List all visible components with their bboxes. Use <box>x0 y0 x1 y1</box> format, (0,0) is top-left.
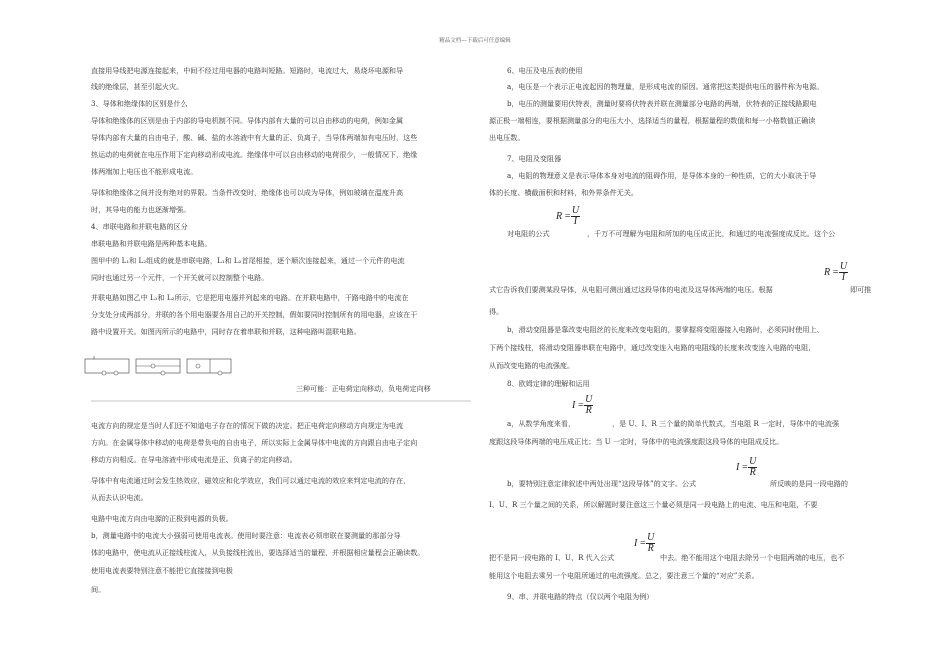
text-line: 同时也通过另一个元件，一个开关就可以控制整个电路。 <box>91 273 269 282</box>
text-line: 体的长度、横截面积和材料，和外界条件无关。 <box>489 188 638 197</box>
text-line: 从而改变电路的电流强度。 <box>489 361 575 370</box>
section-heading: 6、电压及电压表的使用 <box>507 66 583 75</box>
text-line: 把不是同一段电路的 I、U、R 代入公式 <box>489 553 615 562</box>
text-line: ，是 U、I、R 三个量的简单代数式，当电阻 R 一定时，导体中的电流强 <box>612 419 840 428</box>
text-line: 并联电路如图乙中 L₁和 L₂所示，它是把用电器并列起来的电路。在并联电路中，干路电路中的电流在 <box>91 293 409 302</box>
section-heading: 3、导体和绝缘体的区别是什么 <box>91 99 188 108</box>
text-line: ，千万不可理解为电阻和所加的电压成正比，和通过的电流强度成反比。这个公 <box>587 229 836 238</box>
text-line: 时，其导电的能力也逐渐增强。 <box>91 205 191 214</box>
text-line: 导体中有电流通过时会发生热效应，磁效应和化学效应，我们可以通过电流的效应来判定电流的存在， <box>91 476 411 485</box>
ohms-law-formula: I = $\frac{U}{R}$ <box>572 394 593 416</box>
formula-numerator: U <box>647 532 655 543</box>
section-heading: 7、电阻及变阻器 <box>507 154 562 163</box>
text-line: 导体和绝缘体之间并没有绝对的界限。当条件改变时，绝缘体也可以成为导体，例如玻璃在温度升高 <box>91 188 404 197</box>
ohms-law-formula: I = $\frac{U}{R}$ <box>634 532 655 554</box>
text-line: 串联电路和并联电路是两种基本电路。 <box>91 239 212 248</box>
formula-lhs: I <box>572 400 576 411</box>
text-line: b，要特别注意定律叙述中两处出现“这段导体”的文字。公式 <box>507 479 697 488</box>
text-line: 方向。在金属导体中移动的电荷是带负电的自由电子，所以实际上金属导体中电流的方向跟自由电子定向 <box>91 438 418 447</box>
ohms-law-formula: I = $\frac{U}{R}$ <box>736 456 757 478</box>
text-line: b，测量电路中的电流大小强弱可使用电流表。使用时要注意：电流表必须串联在要测量的那部分导 <box>91 531 401 540</box>
text-line: 式它告诉我们要测某段导体，从电阻可测出通过这段导体的电流及这导体两端的电压。根据 <box>489 285 773 294</box>
text-line: 体两端加上电压也不能形成电流。 <box>91 167 198 176</box>
text-line: 间。 <box>91 585 106 594</box>
cropped-line-remnant <box>91 400 471 402</box>
text-line: 使用电流表要特别注意不能把它直接接到电极 <box>91 566 233 575</box>
text-line: a，电阻的物理意义是表示导体本身对电流的阻碍作用，是导体本身的一种性质，它的大小取决于导 <box>507 171 817 180</box>
formula-lhs: R <box>556 211 563 222</box>
text-line: 热运动的电荷就在电压作用下定向移动形成电流。绝缘体中可以自由移动的电荷很少，一般情况下，绝缘 <box>91 150 418 159</box>
formula-denominator: I <box>841 272 846 283</box>
section-heading: 9、串、并联电路的特点（仅以两个电阻为例） <box>507 592 654 601</box>
section-heading: 8、欧姆定律的理解和运用 <box>507 379 590 388</box>
text-line: 所反映的是同一段电路的 <box>770 479 849 488</box>
text-line: 导体和绝缘体的区别是由于内部的导电机制不同。导体内部有大量的可以自由移动的电荷，例如金属 <box>91 116 404 125</box>
resistance-formula: R = $\frac{U}{I}$ <box>556 205 580 227</box>
text-line: 对电阻的公式 <box>507 229 550 238</box>
formula-lhs: I <box>736 462 740 473</box>
text-line: 即可推 <box>850 285 872 294</box>
text-line: 图甲中的 L₁和 L₂组成的就是串联电路，L₁和 L₂首尾相接，逐个顺次连接起来，通过一个元件的电流 <box>91 256 405 265</box>
text-line: 得。 <box>489 307 504 316</box>
formula-numerator: U <box>585 394 593 405</box>
text-line: 移动方向相反。在导电溶液中形成电流是正、负离子的定向移动。 <box>91 455 297 464</box>
text-line: 能用这个电阻去乘另一个电阻所通过的电流强度。总之，要注意三个量的“对应”关系。 <box>489 571 759 580</box>
circuit-diagram-series <box>84 356 130 378</box>
text-line: 电路中电流方向由电源的正极到电源的负极。 <box>91 514 233 523</box>
text-line: 体的电路中，使电流从正接线柱流入，从负接线柱流出，要选择适当的量程，并根据相应量程会正确读数。 <box>91 548 425 557</box>
text-line: 中去。绝不能用这个电阻去除另一个电阻两端的电压，也不 <box>660 553 845 562</box>
text-line: 从而去认识电流。 <box>91 493 148 502</box>
circuit-diagram-mixed <box>186 356 232 378</box>
formula-lhs: R <box>824 267 831 278</box>
formula-numerator: U <box>839 261 848 272</box>
text-line: 度跟这段导体两端的电压成正比；当 U 一定时，导体中的电流强度跟这段导体的电阻成反比。 <box>489 437 784 446</box>
formula-lhs: I <box>634 538 638 549</box>
formula-denominator: R <box>647 543 654 554</box>
text-line: 源正极一端相连，要根据测量部分的电压大小，选择适当的量程，根据量程的数值和每一小格数值正确读 <box>489 116 816 125</box>
text-line: 下两个接线柱，将滑动变阻器串联在电路中，通过改变连入电路的电阻线的长度来改变连入电路的电阻， <box>489 343 816 352</box>
text-line: 导体内部有大量的自由电子，酸、碱、盐的水溶液中有大量的正、负离子，当导体两端加有电压时，这些 <box>91 133 418 142</box>
text-line: 路中设置开关。如图丙所示的电路中，同时存在着串联和并联，这种电路叫混联电路。 <box>91 327 361 336</box>
formula-denominator: R <box>749 467 756 478</box>
formula-denominator: R <box>585 405 592 416</box>
text-line: b，电压的测量要用伏特表，测量时要将伏特表并联在测量部分电路的两端，伏特表的正接线路跟电 <box>507 99 817 108</box>
text-line: 线的绝缘层，甚至引起火灾。 <box>91 82 184 91</box>
text-line: 直接用导线把电源连接起来，中间不经过用电器的电路叫短路。短路时，电流过大，易烧坏电源和导 <box>91 66 404 75</box>
section-heading: 4、串联电路和并联电路的区分 <box>91 222 188 231</box>
text-line: I、U、R 三个量之间的关系，所以解题时要注意这三个量必须是同一段电路上的电流、电压和电阻，不要 <box>489 500 818 509</box>
circuit-diagram-parallel <box>135 356 181 378</box>
text-line: a，电压是一个表示正电流起因的物理量，是形成电流的原因。通常把这类提供电压的器件称为电源。 <box>507 82 824 91</box>
text-line: 出电压数。 <box>489 133 525 142</box>
formula-numerator: U <box>749 456 757 467</box>
side-note: 三种可能：正电荷定向移动，负电荷定向移 <box>296 384 431 393</box>
text-line: a，从数学角度来看， <box>507 419 576 428</box>
text-line: b，滑动变阻器是靠改变电阻丝的长度来改变电阻的，要掌握将变阻器接入电路时，必须同时使用上、 <box>507 325 824 334</box>
header-note: 精品文档---下载后可任意编辑 <box>439 38 511 44</box>
text-line: 电流方向的规定是当时人们还不知道电子存在的情况下做的决定。把正电荷定向移动方向规定为电流 <box>91 421 404 430</box>
formula-numerator: U <box>571 205 580 216</box>
text-line: 分支处分成两部分，并联的各个用电器要各用自己的开关控制，假如要同时控制所有的用电器，应该在干 <box>91 310 418 319</box>
formula-denominator: I <box>573 216 578 227</box>
resistance-formula: R = $\frac{U}{I}$ <box>824 261 848 283</box>
